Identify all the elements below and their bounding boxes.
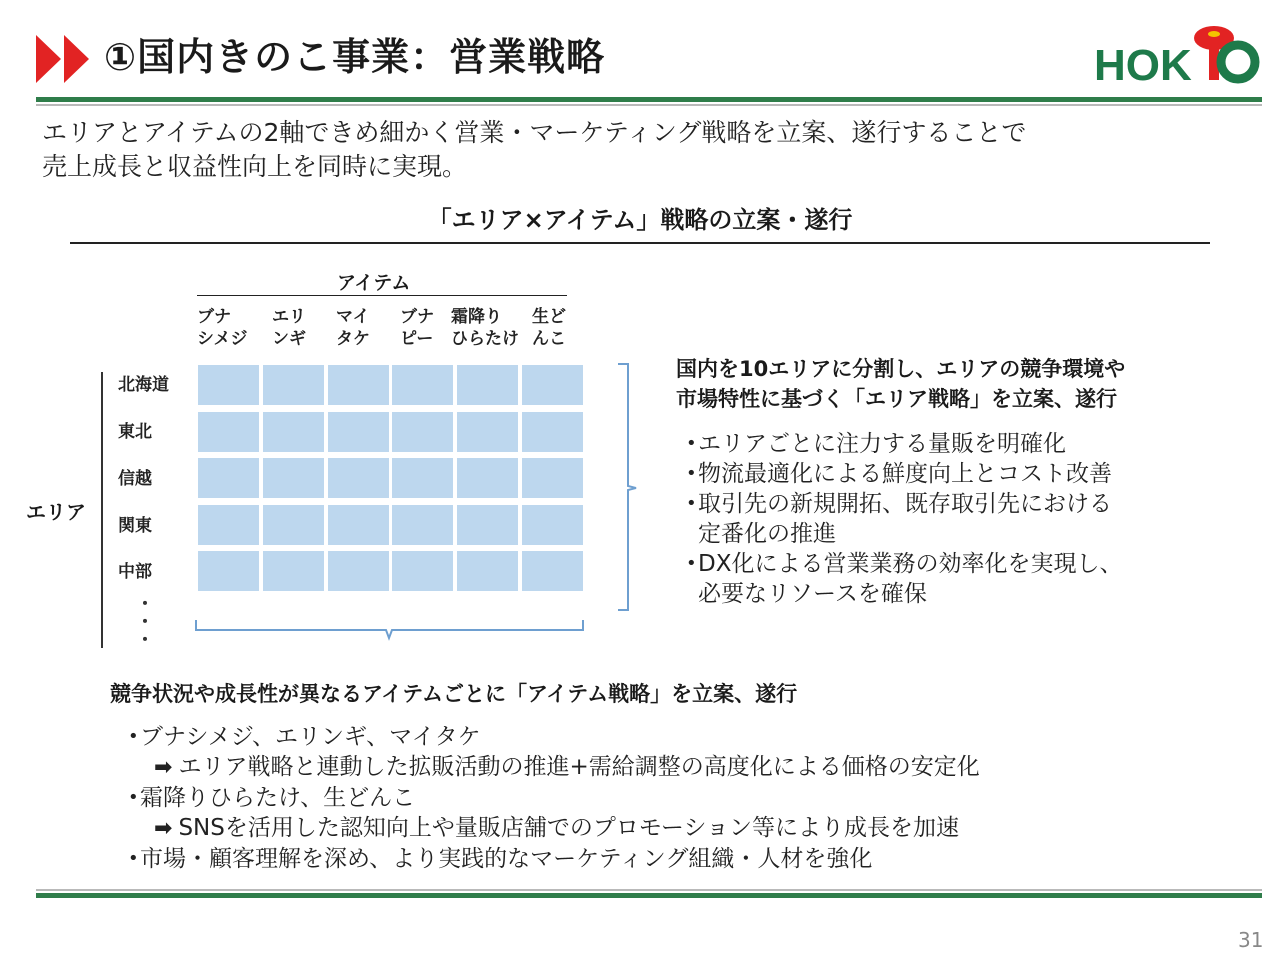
grid-cell — [328, 551, 389, 591]
hokto-logo — [1092, 20, 1262, 88]
bullet-item: • エリアごとに注力する量販を明確化 — [686, 431, 1066, 457]
grid-cell — [198, 365, 259, 405]
grid-cell — [522, 505, 583, 545]
grid-cell — [457, 505, 518, 545]
grid-cell — [457, 412, 518, 452]
bullet-icon: • — [128, 726, 139, 747]
grid-cell — [522, 412, 583, 452]
ellipsis-dot: ・ — [136, 612, 154, 633]
arrow-sub-item: ➡ SNSを活用した認知向上や量販店舗でのプロモーション等により成長を加速 — [154, 815, 960, 841]
column-label: ブナ シメジ — [197, 307, 248, 349]
grid-cell — [457, 551, 518, 591]
header-rule — [36, 97, 1262, 102]
column-label: マイ タケ — [336, 307, 370, 349]
area-axis-line — [101, 372, 103, 648]
grid-cell — [392, 551, 453, 591]
page-title: ①国内きのこ事業：営業戦略 — [104, 35, 606, 79]
ellipsis-dot: ・ — [136, 630, 154, 651]
bullet-item: • 物流最適化による鮮度向上とコスト改善 — [686, 461, 1112, 487]
row-label: 東北 — [118, 422, 152, 442]
bullet-item: • ブナシメジ、エリンギ、マイタケ — [128, 724, 481, 750]
grid-cell — [263, 412, 324, 452]
footer-rule — [36, 893, 1262, 898]
item-strategy-bullets — [128, 722, 980, 874]
row-label: 信越 — [118, 469, 152, 489]
grid-cell — [457, 458, 518, 498]
grid-cell — [263, 505, 324, 545]
bullet-icon: • — [686, 553, 697, 574]
bullet-item: • DX化による営業業務の効率化を実現し、 — [686, 551, 1123, 577]
grid-cell — [198, 458, 259, 498]
section-rule — [70, 242, 1210, 244]
intro-line: エリアとアイテムの2軸できめ細かく営業・マーケティング戦略を立案、遂行することで — [42, 118, 1027, 147]
grid-cell — [263, 365, 324, 405]
right-arrow-icon: ➡ — [154, 755, 173, 780]
grid-cell — [392, 412, 453, 452]
row-label: 関東 — [118, 516, 152, 536]
grid-cell — [392, 458, 453, 498]
grid-cell — [522, 458, 583, 498]
right-arrow-icon: ➡ — [154, 816, 173, 841]
intro-text — [42, 116, 1026, 184]
accent-arrow-icon — [64, 35, 89, 83]
grid-cell — [328, 505, 389, 545]
grid-cell — [522, 365, 583, 405]
bullet-continuation: 定番化の推進 — [698, 521, 836, 547]
footer-rule-gray — [36, 889, 1262, 891]
grid-cell — [392, 365, 453, 405]
grid-cell — [198, 505, 259, 545]
ellipsis-dot: ・ — [136, 594, 154, 615]
arrow-sub-item: ➡ エリア戦略と連動した拡販活動の推進+需給調整の高度化による価格の安定化 — [154, 754, 980, 780]
grid-cell — [457, 365, 518, 405]
section-heading: 「エリア×アイテム」戦略の立案・遂行 — [427, 206, 853, 234]
grid-cell — [328, 458, 389, 498]
bullet-icon: • — [128, 787, 139, 808]
bullet-icon: • — [686, 463, 697, 484]
row-label: 北海道 — [118, 375, 169, 395]
column-label: 霜降り ひらたけ — [451, 307, 519, 349]
grid-cell — [328, 365, 389, 405]
accent-arrow-icon — [36, 35, 61, 83]
bullet-icon: • — [686, 433, 697, 454]
bullet-icon: • — [686, 493, 697, 514]
grid-cell — [263, 551, 324, 591]
column-label: ブナ ピー — [400, 307, 434, 349]
header-rule-gray — [36, 104, 1262, 106]
column-label: エリ ンギ — [272, 307, 306, 349]
grid-cell — [198, 551, 259, 591]
row-label: 中部 — [118, 562, 152, 582]
area-axis-heading: エリア — [26, 500, 86, 524]
bullet-item: • 取引先の新規開拓、既存取引先における — [686, 491, 1112, 517]
grid-right-brace — [612, 362, 642, 614]
bullet-icon: • — [128, 848, 139, 869]
grid-bottom-brace — [192, 616, 588, 642]
column-label: 生ど んこ — [532, 307, 566, 349]
grid-cell — [328, 412, 389, 452]
item-axis-rule — [197, 295, 567, 296]
bullet-item: • 霜降りひらたけ、生どんこ — [128, 785, 416, 811]
item-axis-heading: アイテム — [337, 272, 411, 294]
page-number: 31 — [1238, 928, 1264, 952]
grid-cell — [392, 505, 453, 545]
bullet-item: • 市場・顧客理解を深め、より実践的なマーケティング組織・人材を強化 — [128, 846, 873, 872]
area-strategy-bullets — [686, 429, 1122, 609]
area-strategy-title: 国内を10エリアに分割し、エリアの競争環境や 市場特性に基づく「エリア戦略」を立案、遂行 — [676, 357, 1126, 411]
grid-cell — [263, 458, 324, 498]
grid-cell — [522, 551, 583, 591]
svg-text:HOK: HOK — [1094, 41, 1192, 88]
grid-cell — [198, 412, 259, 452]
bullet-continuation: 必要なリソースを確保 — [698, 581, 927, 607]
item-strategy-title: 競争状況や成長性が異なるアイテムごとに「アイテム戦略」を立案、遂行 — [110, 682, 798, 706]
intro-line: 売上成長と収益性向上を同時に実現。 — [42, 152, 468, 181]
